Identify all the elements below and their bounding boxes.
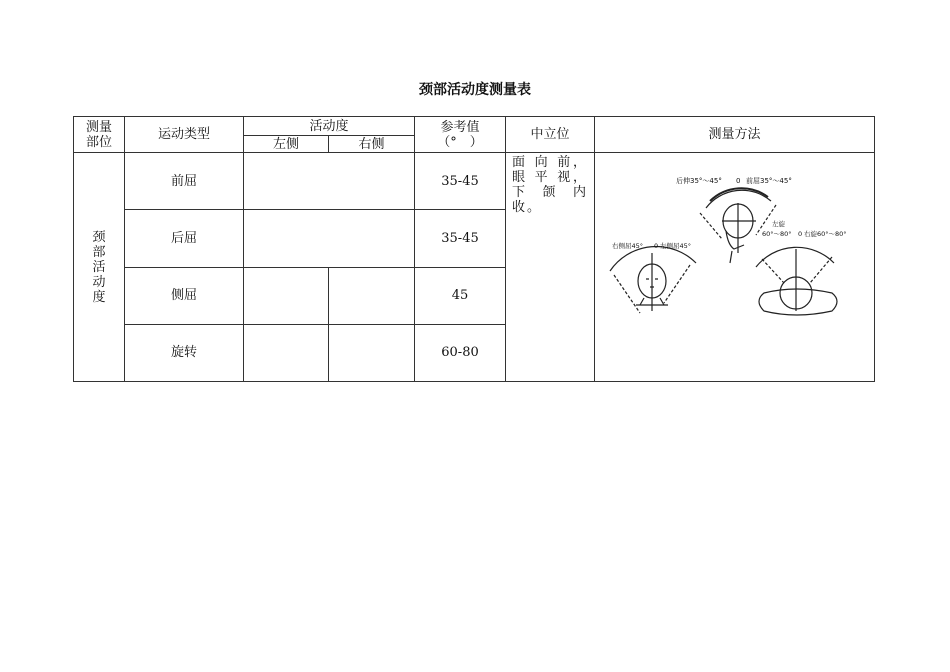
label-flexion: 前屈35°～45° [745, 177, 792, 185]
neutral-line: 面 向 前， [512, 155, 589, 170]
label-zero-1: 0 [735, 177, 740, 185]
header-motion-type: 运动类型 [125, 117, 244, 153]
motion-cell: 侧屈 [125, 267, 244, 324]
neck-rom-diagram [596, 153, 874, 377]
neutral-line: 眼 平 视， [512, 170, 589, 185]
label-left-rotation: 左旋 [771, 220, 785, 228]
label-right-lateral: 右侧屈45° [611, 242, 643, 250]
reference-cell: 60-80 [415, 324, 506, 381]
page-title: 颈部活动度测量表 [419, 82, 531, 98]
label-left-lateral: 左侧屈45° [659, 242, 691, 250]
rom-right-cell[interactable] [329, 267, 415, 324]
motion-cell: 旋转 [125, 324, 244, 381]
header-part-line2: 部位 [85, 134, 112, 150]
part-char: 颈 [92, 229, 106, 245]
rom-left-cell[interactable] [244, 324, 329, 381]
part-char: 动 [92, 274, 106, 290]
header-reference-line1: 参考值 [440, 119, 480, 135]
header-part-line1: 测量 [85, 119, 112, 135]
label-extension: 后伸35°～45° [675, 177, 722, 185]
neutral-position-cell [506, 153, 595, 382]
header-rom: 活动度 [244, 117, 415, 136]
part-char: 度 [92, 289, 106, 305]
rom-left-cell[interactable] [244, 267, 329, 324]
rom-table [73, 116, 875, 382]
part-char: 活 [92, 259, 106, 275]
label-right-rotation: 右旋60°～80° [803, 230, 847, 238]
rom-right-cell[interactable] [329, 324, 415, 381]
label-rotation-range: 60°～80° [761, 230, 792, 238]
reference-cell: 45 [415, 267, 506, 324]
header-reference [415, 117, 506, 153]
label-zero-2: 0 [653, 242, 658, 250]
header-reference-line2: （° ） [437, 134, 483, 150]
part-name-cell [74, 153, 125, 382]
header-neutral: 中立位 [506, 117, 595, 153]
rom-value-cell[interactable] [244, 153, 415, 210]
motion-cell: 后屈 [125, 210, 244, 267]
reference-cell: 35-45 [415, 153, 506, 210]
header-left: 左侧 [244, 136, 329, 153]
header-part [74, 117, 125, 153]
neutral-line: 收。 [512, 200, 543, 215]
motion-cell: 前屈 [125, 153, 244, 210]
header-method: 测量方法 [595, 117, 875, 153]
method-diagram-cell [595, 153, 875, 382]
part-char: 部 [92, 244, 106, 260]
header-right: 右侧 [329, 136, 415, 153]
label-zero-3: 0 [797, 230, 802, 238]
rom-value-cell[interactable] [244, 210, 415, 267]
neutral-line: 下 颌 内 [512, 185, 589, 200]
reference-cell: 35-45 [415, 210, 506, 267]
